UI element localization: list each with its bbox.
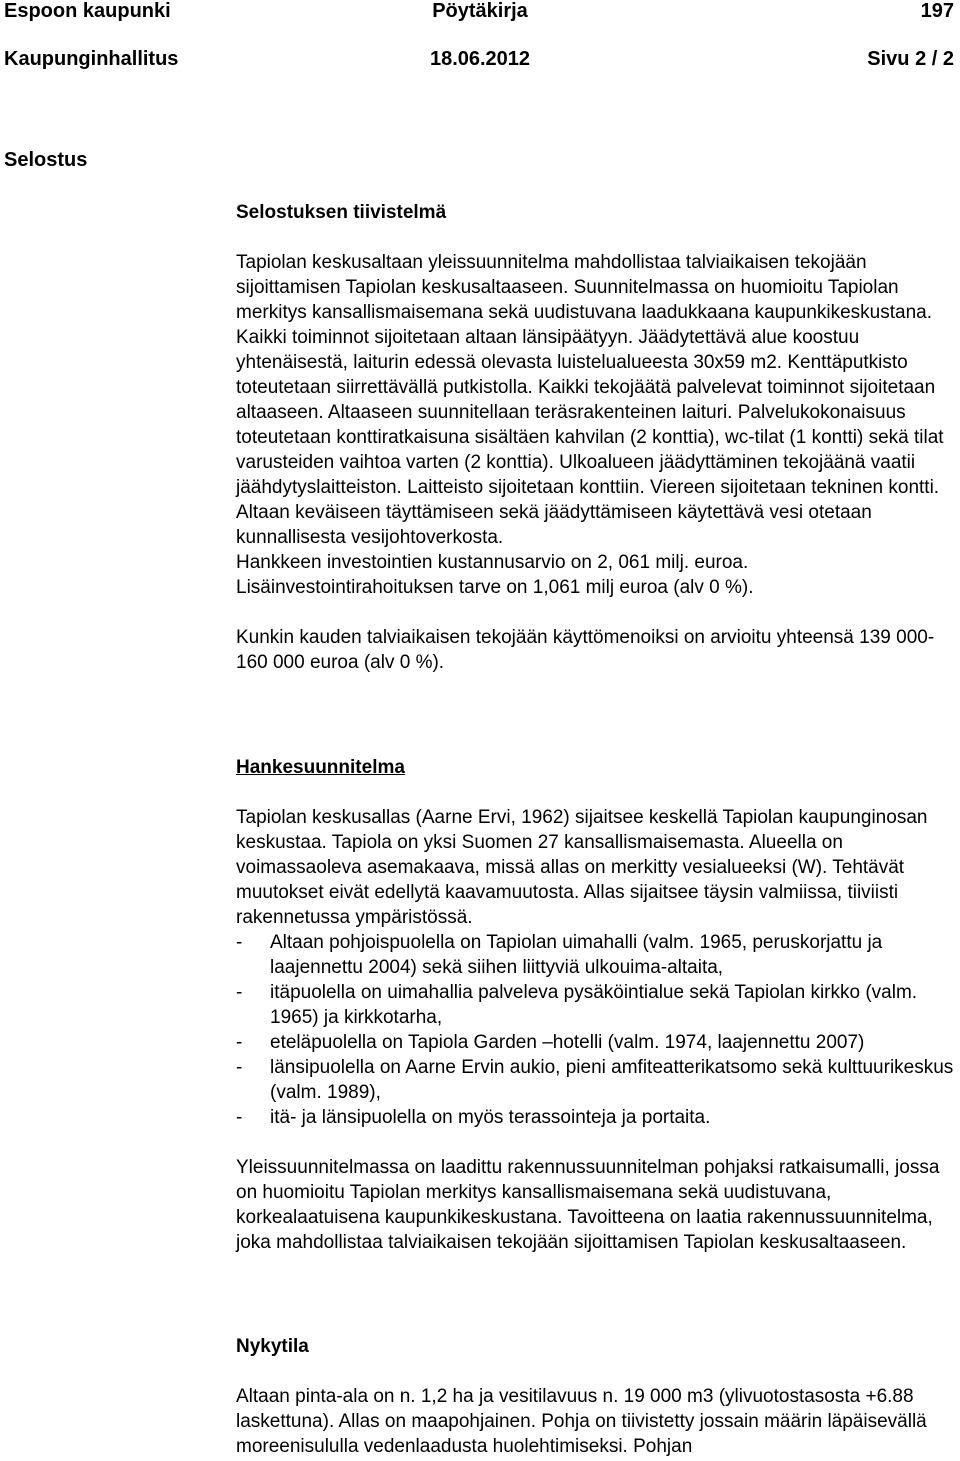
current-state-section bbox=[236, 1334, 960, 1459]
list-item-text: Altaan pohjoispuolella on Tapiolan uimahalli (valm. 1965, peruskorjattu ja laajennettu 2004) sekä siihen liittyviä ulkouima-altaita, bbox=[270, 932, 883, 978]
list-dash: - bbox=[236, 1032, 243, 1053]
governing-body: Kaupunginhallitus bbox=[4, 48, 179, 70]
summary-heading: Selostuksen tiivistelmä bbox=[236, 202, 447, 223]
list-item bbox=[236, 980, 960, 1030]
additional-funding: Lisäinvestointirahoituksen tarve on 1,061 milj euroa (alv 0 %). bbox=[236, 577, 754, 598]
summary-section bbox=[236, 200, 960, 675]
list-item bbox=[236, 1055, 960, 1105]
current-state-heading: Nykytila bbox=[236, 1336, 309, 1357]
current-state-paragraph: Altaan pinta-ala on n. 1,2 ha ja vesitilavuus n. 19 000 m3 (ylivuotostasosta +6.88 laskettuna). Allas on maapohjainen. Pohja on tiivistetty jossain määrin läpäisevällä moreenisululla vedenlaadusta huolehtimiseksi. Pohjan bbox=[236, 1386, 933, 1457]
operating-costs: Kunkin kauden talviaikaisen tekojään käyttömenoiksi on arvioitu yhteensä 139 000-160 000 euroa (alv 0 %). bbox=[236, 627, 935, 673]
list-item bbox=[236, 1105, 960, 1130]
list-item bbox=[236, 1030, 960, 1055]
plan-heading: Hankesuunnitelma bbox=[236, 757, 405, 778]
plan-paragraph-2: Yleissuunnitelmassa on laadittu rakennussuunnitelman pohjaksi ratkaisumalli, jossa on huomioitu Tapiolan merkitys kansallismaisemana sekä uudistuvana, korkealaatuisena kaupunkikeskustana. Tavoitteena on laatia rakennussuunnitelma, joka mahdollistaa talviaikaisen tekojään sijoittamisen Tapiolan keskusaltaaseen. bbox=[236, 1157, 945, 1253]
summary-paragraph: Tapiolan keskusaltaan yleissuunnitelma mahdollistaa talviaikaisen tekojään sijoittamisen Tapiolan keskusaltaaseen. Suunnitelmassa on huomioitu Tapiolan merkitys kansallismaisemana sekä uudistuvana laadukkaana kaupunkikeskustana. Kaikki toiminnot sijoitetaan altaan länsipäätyyn. Jäädytettävä alue koostuu yhtenäisestä, laiturin edessä olevasta luistelualueesta 30x59 m2. Kenttäputkisto toteutetaan siirrettävällä putkistolla. Kaikki tekojäätä palvelevat toiminnot sijoitetaan altaaseen. Altaaseen suunnitellaan teräsrakenteinen laituri. Palvelukokonaisuus toteutetaan konttiratkaisuna sisältäen kahvilan (2 konttia), wc-tilat (1 kontti) sekä tilat varusteiden vaihtoa varten (2 konttia). Ulkoalueen jäädyttäminen tekojäänä vaatii jäähdytyslaitteiston. Laitteisto sijoitetaan konttiin. Viereen sijoitetaan tekninen kontti. Altaan keväiseen täyttämiseen sekä jäädyttämiseen käytettävä vesi otetaan kunnallisesta vesijohtoverkosta. bbox=[236, 252, 949, 548]
page-number: Sivu 2 / 2 bbox=[867, 48, 954, 70]
plan-section bbox=[236, 755, 960, 1255]
organization-name: Espoon kaupunki bbox=[4, 0, 171, 22]
list-item-text: eteläpuolella on Tapiola Garden –hotelli (valm. 1974, laajennettu 2007) bbox=[270, 1032, 865, 1053]
cost-estimate: Hankkeen investointien kustannusarvio on 2, 061 milj. euroa. bbox=[236, 552, 749, 573]
list-dash: - bbox=[236, 1107, 243, 1128]
list-item bbox=[236, 930, 960, 980]
list-dash: - bbox=[236, 1057, 243, 1078]
document-type: Pöytäkirja bbox=[432, 0, 528, 22]
list-item-text: länsipuolella on Aarne Ervin aukio, pieni amfiteatterikatsomo sekä kulttuurikeskus (valm. 1989), bbox=[270, 1057, 954, 1103]
list-dash: - bbox=[236, 982, 243, 1003]
meeting-date: 18.06.2012 bbox=[429, 48, 531, 70]
list-item-text: itä- ja länsipuolella on myös terassointeja ja portaita. bbox=[270, 1107, 711, 1128]
section-title: Selostus bbox=[4, 149, 88, 171]
section-number: 197 bbox=[920, 0, 954, 22]
list-dash: - bbox=[236, 932, 243, 953]
plan-paragraph: Tapiolan keskusallas (Aarne Ervi, 1962) sijaitsee keskellä Tapiolan kaupunginosan keskustaa. Tapiola on yksi Suomen 27 kansallismaisemasta. Alueella on voimassaoleva asemakaava, missä allas on merkitty vesialueeksi (W). Tehtävät muutokset eivät edellytä kaavamuutosta. Allas sijaitsee täysin valmiissa, tiiviisti rakennetussa ympäristössä. bbox=[236, 807, 933, 928]
list-item-text: itäpuolella on uimahallia palveleva pysäköintialue sekä Tapiolan kirkko (valm. 1965) ja kirkkotarha, bbox=[270, 982, 918, 1028]
